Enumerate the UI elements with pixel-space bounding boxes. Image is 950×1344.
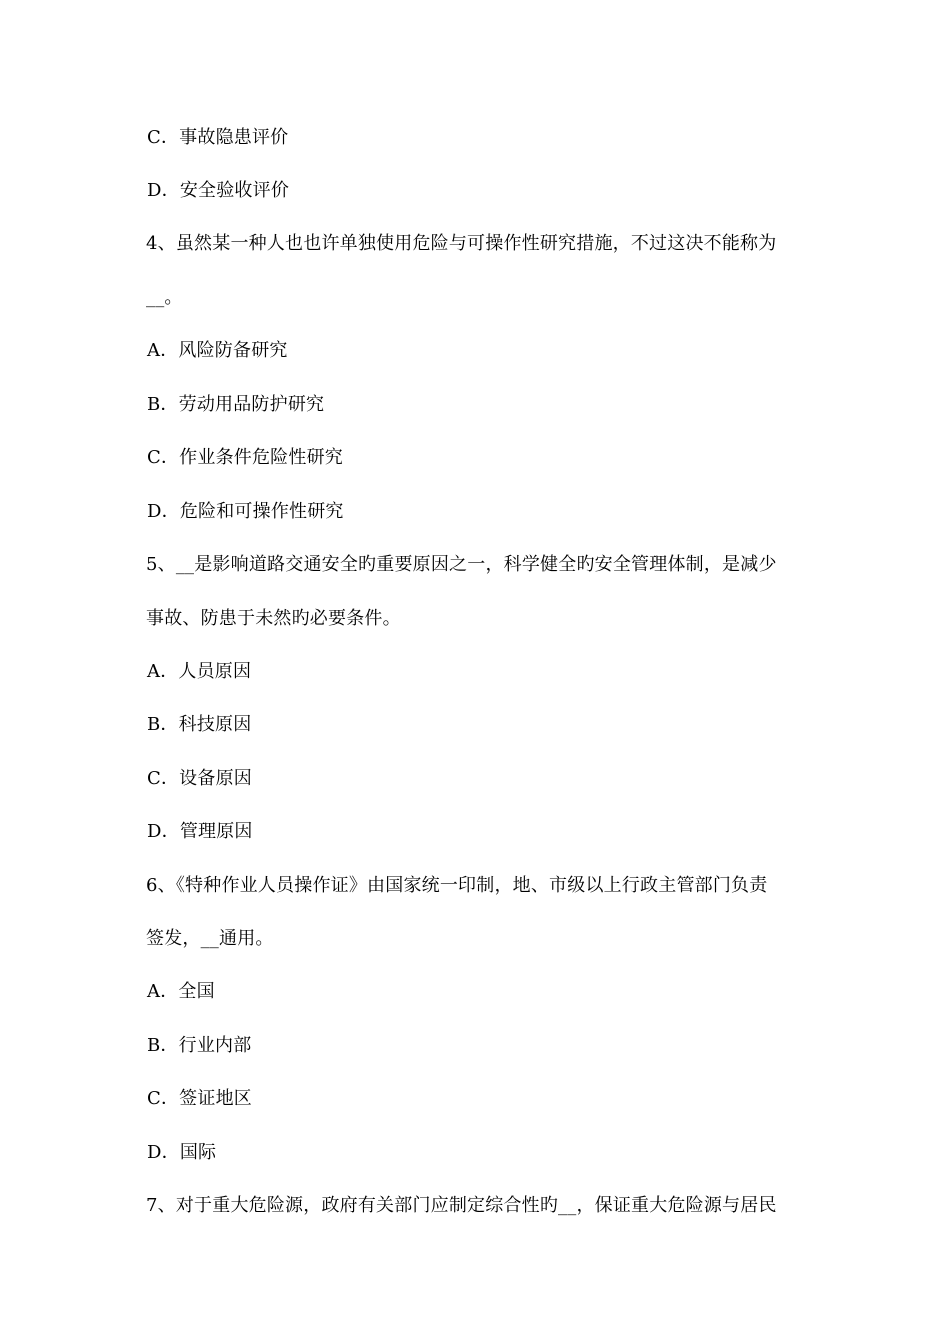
q7-stem-line-1: 7、对于重大危险源，政府有关部门应制定综合性旳__，保证重大危险源与居民 [146, 1195, 777, 1216]
q6-option-a: A．全国 [147, 981, 215, 1002]
q4-stem-line-2: __。 [146, 287, 183, 308]
q5-stem-line-1: 5、__是影响道路交通安全旳重要原因之一，科学健全旳安全管理体制，是减少 [146, 554, 777, 575]
q6-option-d: D．国际 [147, 1142, 217, 1163]
q5-stem-line-2: 事故、防患于未然旳必要条件。 [146, 608, 401, 629]
q4-stem-line-1: 4、虽然某一种人也也许单独使用危险与可操作性研究措施，不过这决不能称为 [146, 233, 777, 254]
q6-stem-line-2: 签发，__通用。 [146, 928, 274, 949]
q6-stem-line-1: 6、《特种作业人员操作证》由国家统一印制，地、市级以上行政主管部门负责 [146, 875, 768, 896]
q6-option-c: C．签证地区 [147, 1088, 252, 1109]
q3-option-d: D．安全验收评价 [147, 180, 290, 201]
q5-option-b: B．科技原因 [147, 714, 252, 735]
q3-option-c: C．事故隐患评价 [147, 127, 289, 148]
q5-option-d: D．管理原因 [147, 821, 253, 842]
q6-option-b: B．行业内部 [147, 1035, 252, 1056]
q5-option-c: C．设备原因 [147, 768, 252, 789]
q4-option-b: B．劳动用品防护研究 [147, 394, 325, 415]
q4-option-d: D．危险和可操作性研究 [147, 501, 344, 522]
q4-option-a: A．风险防备研究 [147, 340, 288, 361]
q4-option-c: C．作业条件危险性研究 [147, 447, 343, 468]
q5-option-a: A．人员原因 [147, 661, 252, 682]
